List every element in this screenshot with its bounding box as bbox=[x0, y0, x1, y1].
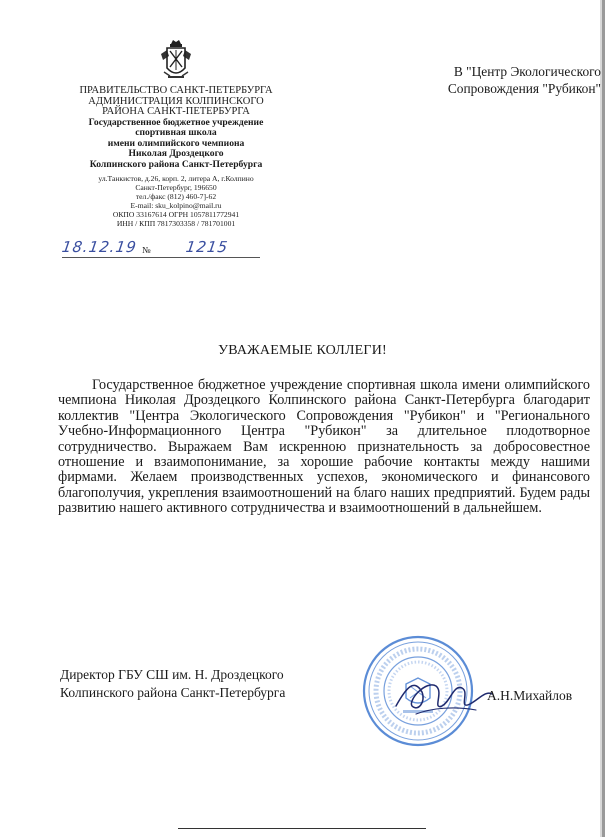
handwritten-date: 18.12.19 bbox=[60, 238, 139, 256]
signatory-name: А.Н.Михайлов bbox=[487, 688, 573, 703]
org-line: Колпинского района Санкт-Петербурга bbox=[89, 158, 263, 170]
letter-body: Государственное бюджетное учреждение спортивная школа имени олимпийского чемпиона Николая Дроздецкого Колпинского района Санкт-Петербурга благодарит коллектив "Центра Экологического Сопровождения "Рубикон" и "Регионального Учебно-Информационного Центра "Рубикон" за длительное плодотворное сотрудничество. Выражаем Вам искренною признательность за добросовестное отношение и взаимопонимание, за хорошие рабочие контакты между нашими фирмами. Желаем производственных успехов, экономического и финансового благополучия, укрепления взаимоотношений на благо наших предприятий. Будем рады развитию нашего активного сотрудничества и взаимоотношений в дальнейшем. bbox=[58, 377, 590, 517]
org-line: имени олимпийского чемпиона bbox=[107, 137, 245, 149]
gov-line: АДМИНИСТРАЦИЯ КОЛПИНСКОГО bbox=[88, 95, 264, 107]
number-label: № bbox=[142, 245, 151, 255]
date-underline bbox=[62, 257, 260, 258]
signatory-title-line: Колпинского района Санкт-Петербурга bbox=[60, 685, 286, 700]
gov-line: РАЙОНА САНКТ-ПЕТЕРБУРГА bbox=[102, 106, 250, 117]
contact-line: ул.Танкистов, д.26, корп. 2, литера А, г.Колпино bbox=[98, 174, 254, 183]
date-number-row bbox=[62, 238, 262, 260]
contact-line: ИНН / КПП 7817303358 / 781701001 bbox=[116, 219, 236, 228]
handwritten-number: 1215 bbox=[184, 238, 230, 256]
greeting-heading: УВАЖАЕМЫЕ КОЛЛЕГИ! bbox=[218, 343, 387, 358]
org-line: спортивная школа bbox=[135, 127, 217, 138]
contact-block bbox=[62, 174, 290, 228]
coat-of-arms-icon bbox=[158, 38, 194, 82]
contact-line: E-mail: sku_kolpino@mail.ru bbox=[130, 201, 222, 210]
contact-line: Санкт-Петербург, 196650 bbox=[135, 183, 217, 192]
org-line: Государственное бюджетное учреждение bbox=[88, 116, 264, 128]
contact-line: ОКПО 33167614 ОГРН 1057811772941 bbox=[112, 210, 240, 219]
recipient-line: В "Центр Экологического bbox=[453, 64, 601, 79]
org-line: Николая Дроздецкого bbox=[128, 148, 224, 159]
footer-line bbox=[178, 828, 426, 829]
gov-line: ПРАВИТЕЛЬСТВО САНКТ-ПЕТЕРБУРГА bbox=[79, 85, 273, 96]
letterhead bbox=[62, 86, 290, 228]
signatory-title-line: Директор ГБУ СШ им. Н. Дроздецкого bbox=[60, 667, 284, 682]
recipient-line: Сопровождения "Рубикон" bbox=[447, 81, 601, 96]
recipient-block bbox=[401, 63, 601, 97]
contact-line: тел./факс (812) 460-7]-62 bbox=[135, 192, 217, 201]
handwritten-signature-icon bbox=[392, 666, 496, 724]
signatory-title bbox=[60, 666, 285, 702]
